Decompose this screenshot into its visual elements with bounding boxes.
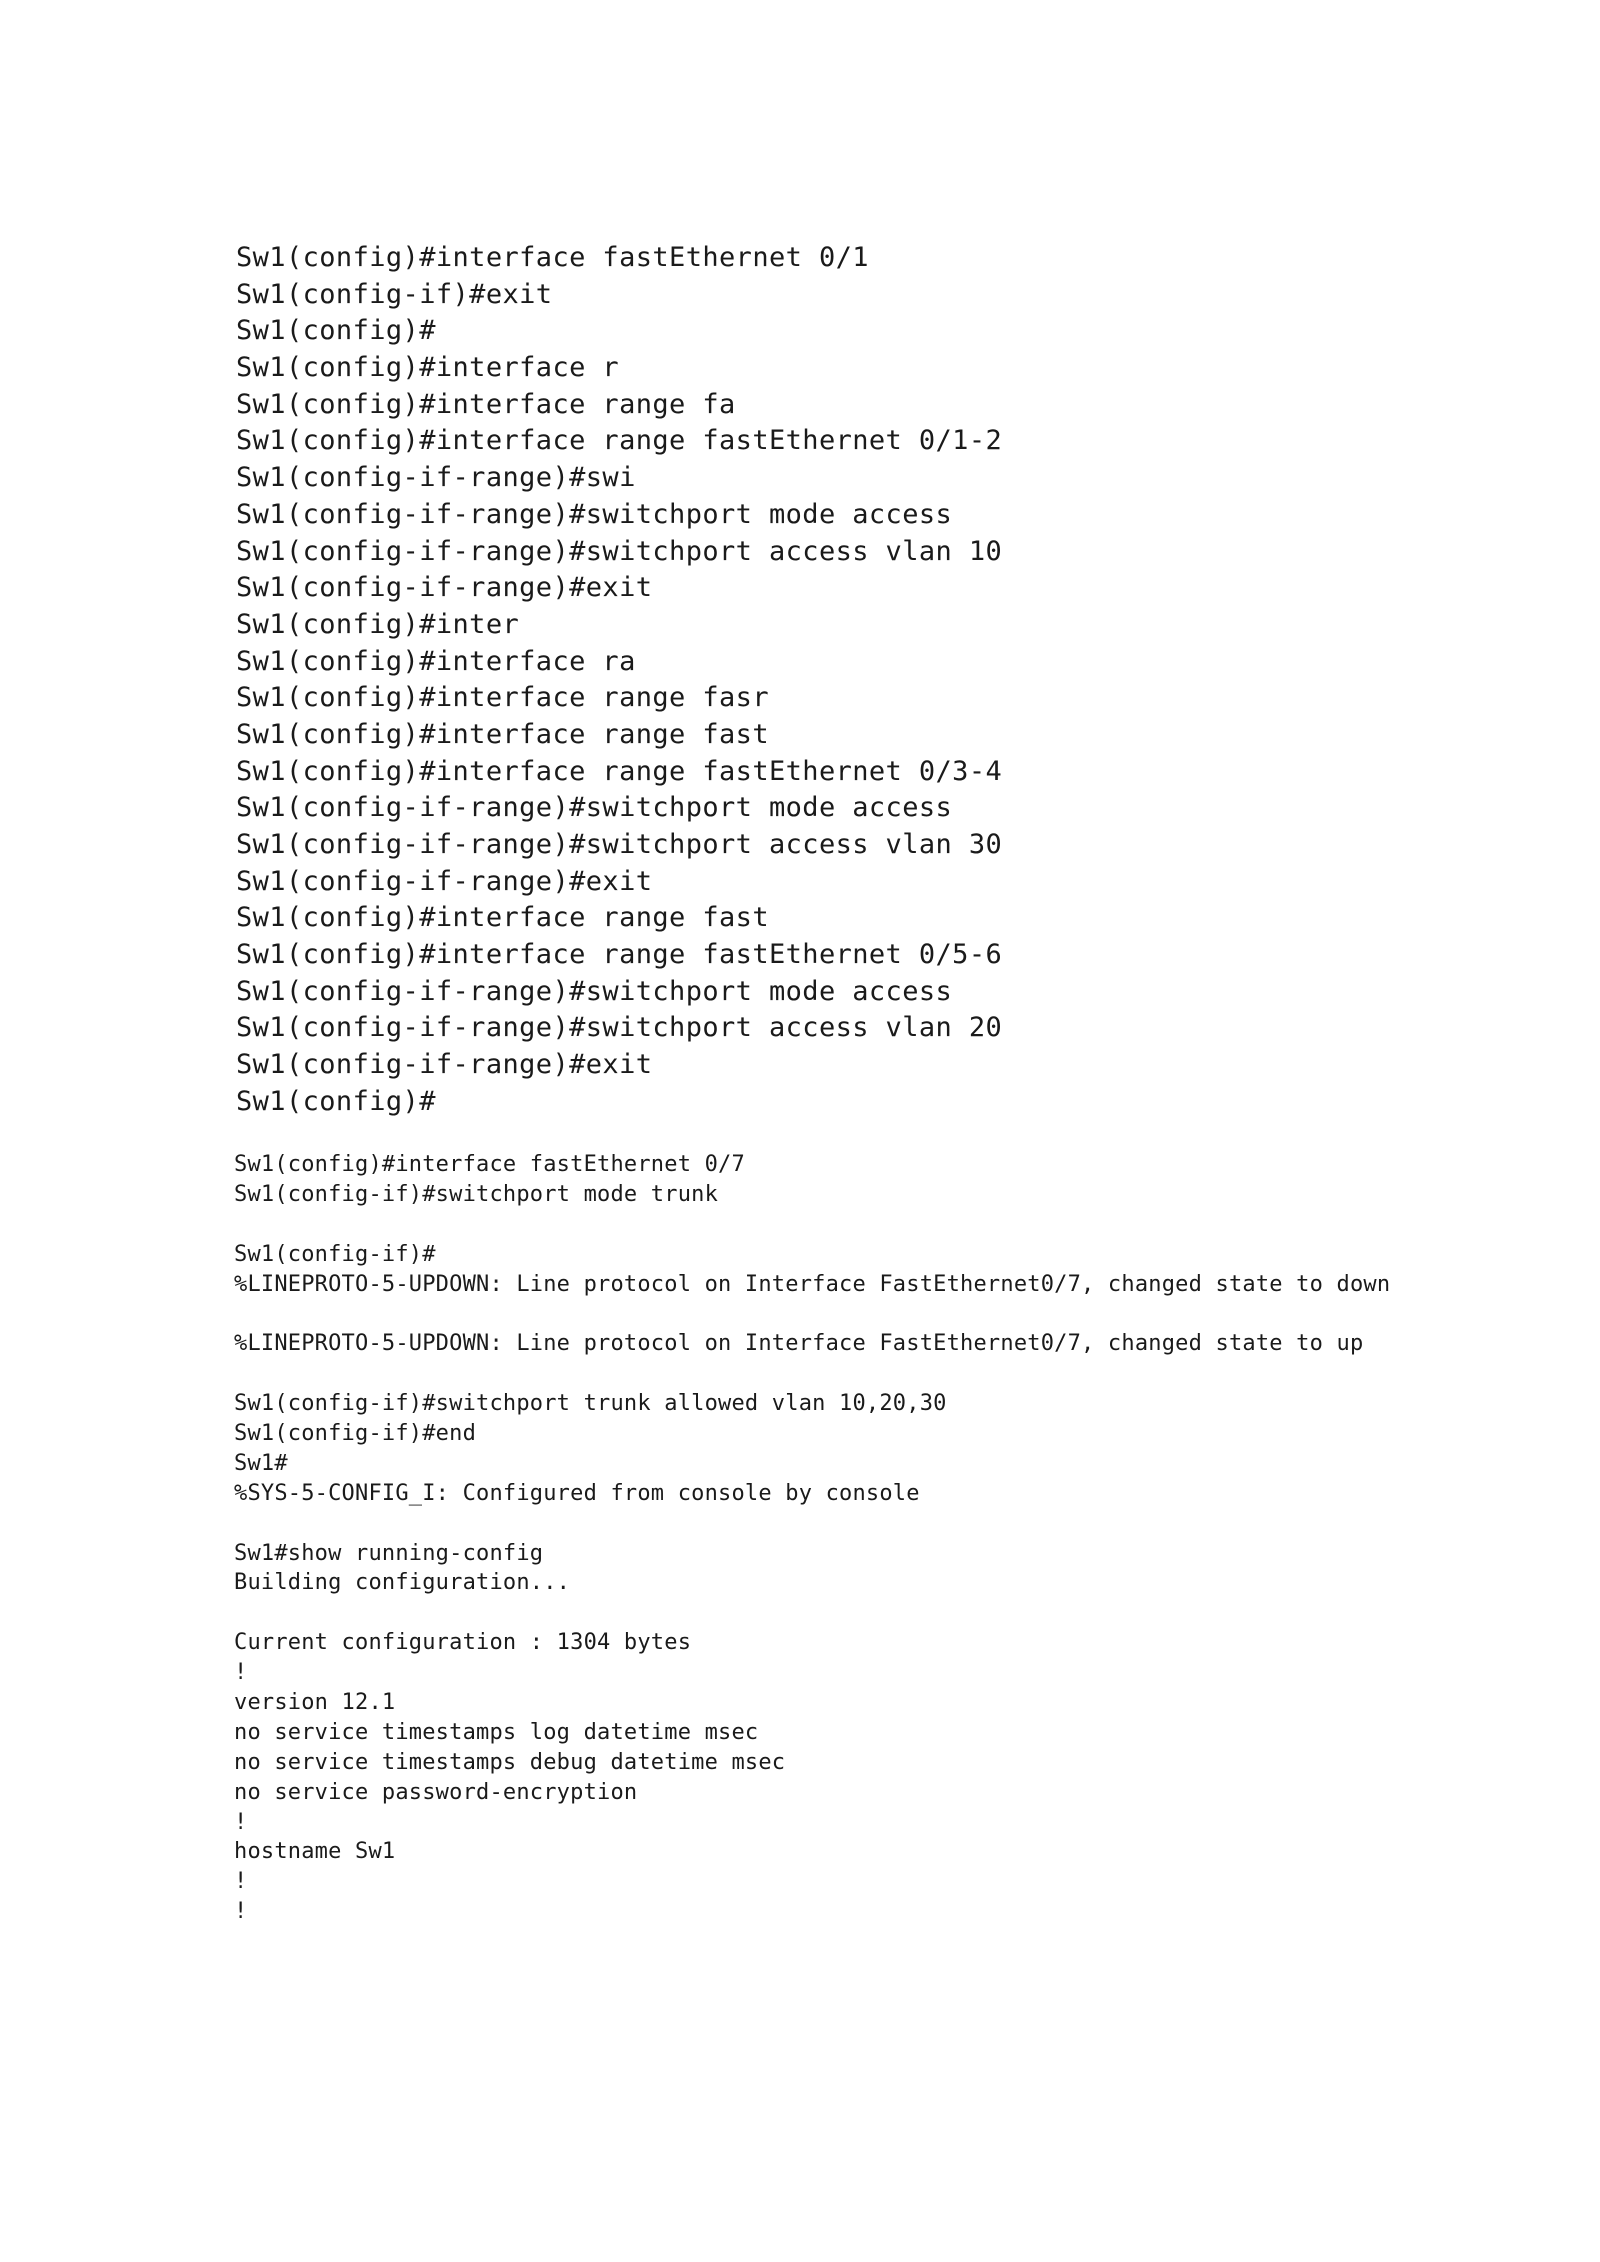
terminal-line: ! — [234, 1660, 248, 1686]
terminal-line: Sw1(config-if)#end — [234, 1421, 477, 1447]
terminal-line: no service timestamps debug datetime msec — [234, 1749, 786, 1775]
terminal-line: Sw1(config)#interface range fasr — [236, 682, 769, 714]
terminal-line: Sw1(config-if)# — [234, 1241, 436, 1267]
terminal-line: Current configuration : 1304 bytes — [234, 1630, 692, 1656]
terminal-line: Sw1(config)#interface fastEthernet 0/7 — [234, 1152, 745, 1177]
terminal-line: Sw1(config)#interface range fast — [236, 902, 769, 934]
terminal-line — [234, 1598, 1534, 1628]
terminal-line: Sw1(config)#interface fastEthernet 0/1 — [236, 242, 869, 273]
terminal-line: hostname Sw1 — [234, 1839, 396, 1865]
terminal-line: Sw1(config)#interface range fast — [236, 718, 769, 750]
terminal-line: Sw1(config-if-range)#exit — [236, 572, 653, 604]
terminal-line: Sw1(config-if)#switchport mode trunk — [234, 1181, 719, 1207]
terminal-line: Building configuration... — [234, 1570, 571, 1596]
terminal-line: Sw1(config)#interface range fastEthernet 0/3-4 — [236, 755, 1003, 787]
terminal-line — [234, 1359, 1534, 1389]
terminal-line: Sw1(config-if-range)#switchport access vlan 30 — [236, 829, 1003, 860]
terminal-line: Sw1(config)#interface range fastEthernet 0/1-2 — [236, 425, 1003, 457]
terminal-line: Sw1(config)#interface range fa — [236, 388, 736, 420]
terminal-line: Sw1(config-if-range)#switchport access vlan 10 — [236, 535, 1003, 567]
terminal-line: %LINEPROTO-5-UPDOWN: Line protocol on Interface FastEthernet0/7, changed state to down — [234, 1271, 1391, 1297]
terminal-line: %LINEPROTO-5-UPDOWN: Line protocol on Interface FastEthernet0/7, changed state to up — [234, 1331, 1364, 1357]
terminal-line: version 12.1 — [234, 1690, 396, 1716]
terminal-output-commands — [236, 240, 1236, 1121]
terminal-line: Sw1(config-if-range)#swi — [236, 462, 636, 494]
terminal-line: Sw1(config)#interface range fastEthernet 0/5-6 — [236, 939, 1003, 971]
terminal-line: Sw1(config)#inter — [236, 608, 520, 640]
terminal-line: Sw1# — [234, 1450, 288, 1476]
terminal-line: Sw1(config-if)#exit — [236, 278, 553, 310]
terminal-line: ! — [234, 1809, 248, 1835]
terminal-line: Sw1(config)# — [236, 1085, 436, 1117]
terminal-line: no service password-encryption — [234, 1779, 638, 1805]
terminal-line: Sw1(config-if-range)#exit — [236, 1049, 653, 1081]
terminal-line — [234, 1299, 1534, 1329]
terminal-line: Sw1(config-if-range)#exit — [236, 865, 653, 897]
terminal-line: Sw1(config-if-range)#switchport mode access — [236, 498, 953, 530]
terminal-line: Sw1(config-if)#switchport trunk allowed vlan 10,20,30 — [234, 1391, 947, 1417]
terminal-line: Sw1(config-if-range)#switchport mode access — [236, 792, 953, 824]
terminal-line: ! — [234, 1899, 248, 1925]
terminal-line: Sw1(config-if-range)#switchport mode access — [236, 975, 953, 1007]
terminal-line: ! — [234, 1869, 248, 1895]
terminal-line — [234, 1509, 1534, 1539]
terminal-line: Sw1(config-if-range)#switchport access vlan 20 — [236, 1012, 1003, 1044]
terminal-line — [234, 1210, 1534, 1240]
terminal-line: no service timestamps log datetime msec — [234, 1719, 759, 1745]
terminal-line: Sw1(config)#interface ra — [236, 645, 636, 677]
terminal-line: Sw1(config)#interface r — [236, 352, 620, 384]
terminal-line: Sw1(config)# — [236, 315, 436, 347]
terminal-line: %SYS-5-CONFIG_I: Configured from console by console — [234, 1480, 920, 1506]
terminal-line: Sw1#show running-config — [234, 1540, 544, 1566]
terminal-output-running-config — [234, 1150, 1534, 1927]
